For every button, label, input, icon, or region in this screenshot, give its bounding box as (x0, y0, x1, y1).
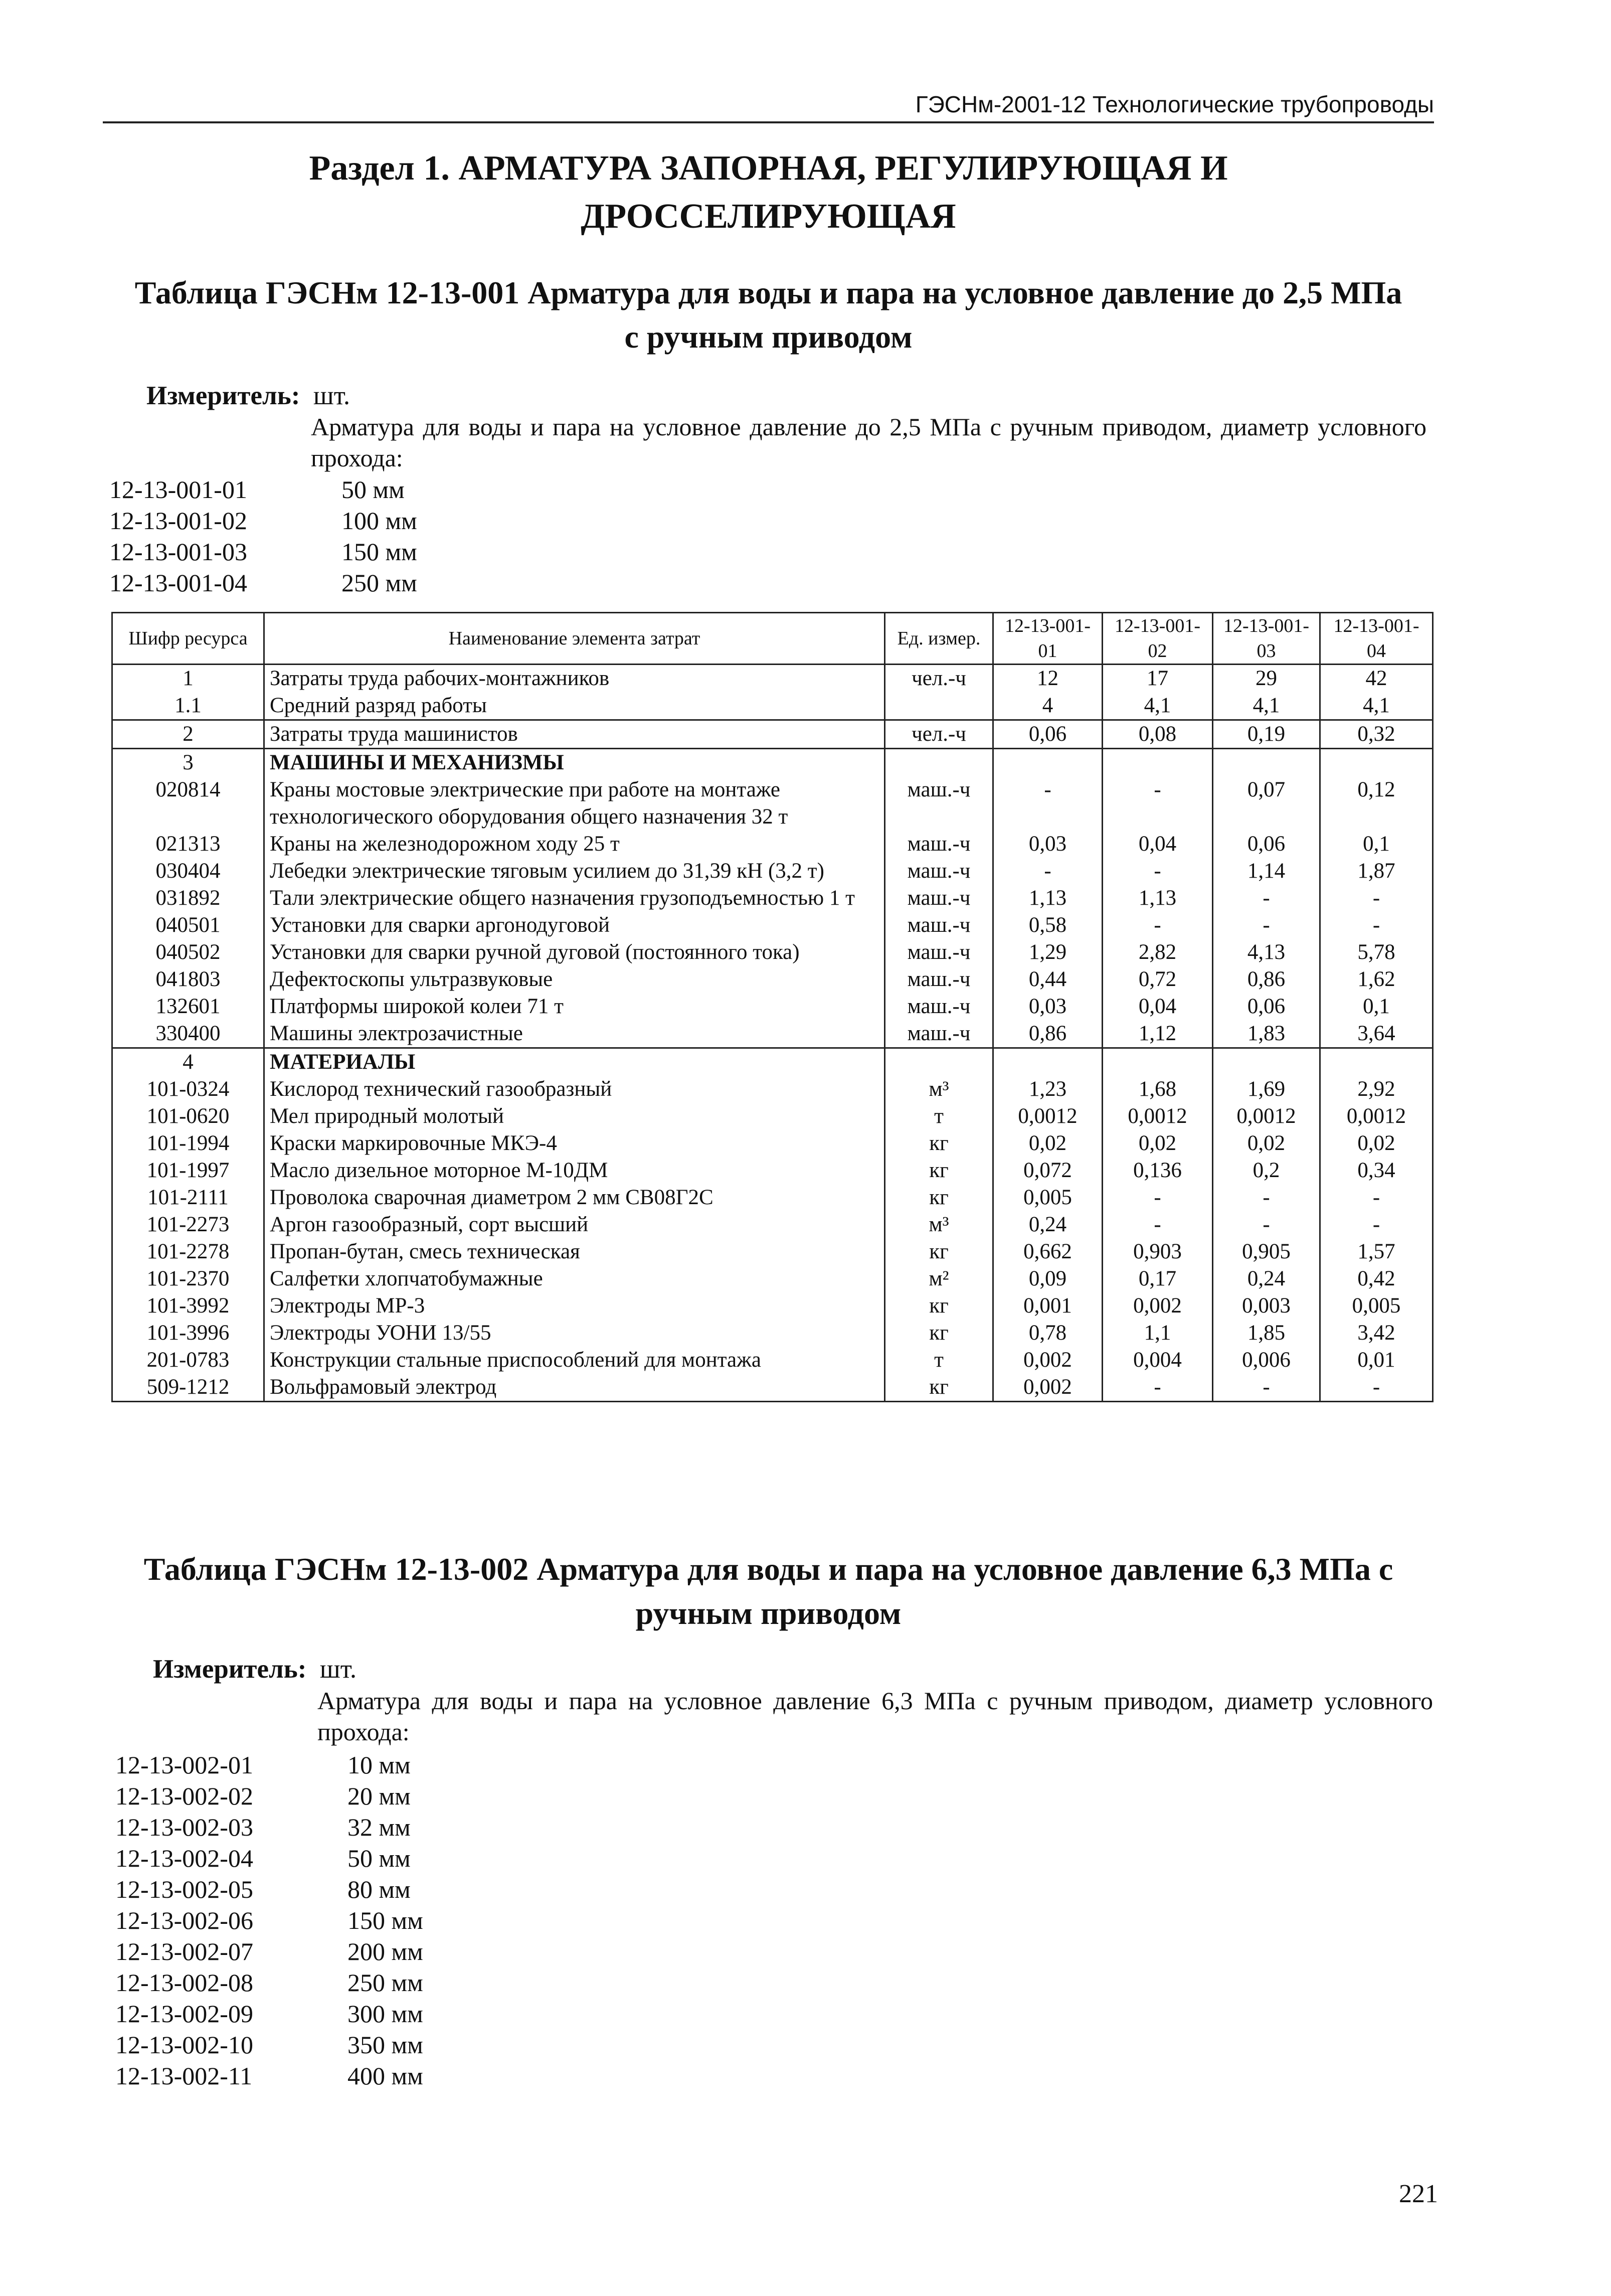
cell-unit: кг (885, 1292, 993, 1320)
cell-name: Электроды УОНИ 13/55 (264, 1320, 885, 1347)
cell-name: Лебедки электрические тяговым усилием до 31,39 кН (3,2 т) (264, 858, 885, 885)
cell-unit: кг (885, 1238, 993, 1265)
cell-resource-code: 101-0324 (112, 1076, 264, 1103)
table2-title (103, 1547, 1434, 1635)
cell-unit: маш.-ч (885, 885, 993, 912)
table-row (112, 1103, 1433, 1130)
cell-name: Платформы широкой колеи 71 т (264, 993, 885, 1020)
cell-name: Вольфрамовый электрод (264, 1374, 885, 1402)
cell-value: - (1103, 1211, 1213, 1238)
cell-name: Аргон газообразный, сорт высший (264, 1211, 885, 1238)
cell-value: - (1320, 1211, 1433, 1238)
cell-value: 0,06 (1213, 993, 1320, 1020)
cell-value: 17 (1103, 665, 1213, 693)
cell-value: 4 (993, 692, 1103, 720)
cell-name: Проволока сварочная диаметром 2 мм СВ08Г2С (264, 1184, 885, 1211)
cell-value: - (1320, 912, 1433, 939)
code-list-item (115, 1874, 423, 1905)
cell-resource-code: 031892 (112, 885, 264, 912)
cell-value: 1,85 (1213, 1320, 1320, 1347)
cell-name: Салфетки хлопчатобумажные (264, 1265, 885, 1292)
cell-value: 0,006 (1213, 1347, 1320, 1374)
cell-unit: м³ (885, 1076, 993, 1103)
cell-value: 0,12 (1320, 776, 1433, 831)
cell-value: - (1320, 885, 1433, 912)
cell-value: 0,09 (993, 1265, 1103, 1292)
table1-measure-unit: шт. (313, 381, 350, 410)
cell-unit: м² (885, 1265, 993, 1292)
table2-measure-label: Измеритель: (153, 1655, 307, 1684)
cell-value: 0,005 (1320, 1292, 1433, 1320)
cell-value: 0,903 (1103, 1238, 1213, 1265)
cell-value: 0,86 (1213, 966, 1320, 993)
cell-value: 1,68 (1103, 1076, 1213, 1103)
cell-name: МАТЕРИАЛЫ (264, 1048, 885, 1076)
cell-unit: т (885, 1347, 993, 1374)
cell-value: - (1213, 1211, 1320, 1238)
code-list-item (115, 1749, 423, 1780)
cell-value: 0,06 (1213, 831, 1320, 858)
table-row (112, 1238, 1433, 1265)
table-row (112, 939, 1433, 966)
code-id: 12-13-002-02 (115, 1782, 253, 1810)
code-diameter: 80 мм (347, 1875, 411, 1903)
table1-measure-label: Измеритель: (146, 381, 300, 410)
cell-value: 3,64 (1320, 1020, 1433, 1048)
cell-value: 1,12 (1103, 1020, 1213, 1048)
cell-value: 4,1 (1103, 692, 1213, 720)
cell-value: 1,69 (1213, 1076, 1320, 1103)
cell-unit: маш.-ч (885, 831, 993, 858)
code-diameter: 300 мм (347, 2000, 423, 2028)
cell-resource-code: 021313 (112, 831, 264, 858)
cell-name: Затраты труда рабочих-монтажников (264, 665, 885, 693)
cell-value: 42 (1320, 665, 1433, 693)
cell-value: 2,92 (1320, 1076, 1433, 1103)
cell-resource-code: 509-1212 (112, 1374, 264, 1402)
section-title-line1: Раздел 1. АРМАТУРА ЗАПОРНАЯ, РЕГУЛИРУЮЩАЯ И (309, 149, 1228, 188)
cell-value: 0,04 (1103, 831, 1213, 858)
cell-unit: маш.-ч (885, 858, 993, 885)
table2-measure-unit: шт. (319, 1655, 357, 1684)
cell-value: 4,1 (1213, 692, 1320, 720)
cell-value: 0,58 (993, 912, 1103, 939)
code-id: 12-13-002-01 (115, 1751, 253, 1779)
cell-resource-code: 101-3996 (112, 1320, 264, 1347)
cell-resource-code: 101-0620 (112, 1103, 264, 1130)
cell-unit (885, 692, 993, 720)
cell-unit: кг (885, 1157, 993, 1184)
cell-value (1320, 749, 1433, 777)
cell-name: Краны мостовые электрические при работе на монтаже технологического оборудования общего назначения 32 т (264, 776, 885, 831)
table-row (112, 912, 1433, 939)
cell-value: - (1213, 1184, 1320, 1211)
code-id: 12-13-002-10 (115, 2031, 253, 2059)
cell-value: 0,24 (993, 1211, 1103, 1238)
cell-resource-code: 2 (112, 720, 264, 749)
table-row (112, 831, 1433, 858)
cell-value: 0,02 (993, 1130, 1103, 1157)
col-variant-2: 12-13-001-02 (1103, 613, 1213, 665)
cell-name: Установки для сварки аргонодуговой (264, 912, 885, 939)
code-diameter: 50 мм (341, 475, 405, 504)
cell-value: 0,78 (993, 1320, 1103, 1347)
cell-unit: чел.-ч (885, 720, 993, 749)
table1-code-list (109, 474, 417, 598)
cell-resource-code: 101-2278 (112, 1238, 264, 1265)
cell-value: 0,17 (1103, 1265, 1213, 1292)
cell-value (1213, 749, 1320, 777)
code-id: 12-13-002-05 (115, 1875, 253, 1903)
table1-description: Арматура для воды и пара на условное давление до 2,5 МПа с ручным приводом, диаметр условного прохода: (311, 413, 1426, 472)
cell-unit: кг (885, 1184, 993, 1211)
cell-value: 0,86 (993, 1020, 1103, 1048)
cell-value: 0,005 (993, 1184, 1103, 1211)
cell-resource-code: 201-0783 (112, 1347, 264, 1374)
cell-name: Тали электрические общего назначения грузоподъемностью 1 т (264, 885, 885, 912)
table-row (112, 1265, 1433, 1292)
cell-value: 1,83 (1213, 1020, 1320, 1048)
cell-value (1320, 1048, 1433, 1076)
cell-value: - (1320, 1374, 1433, 1402)
cell-value: - (1103, 1184, 1213, 1211)
page-number: 221 (1399, 2180, 1438, 2208)
cell-value: 1,57 (1320, 1238, 1433, 1265)
cell-value: 0,1 (1320, 993, 1433, 1020)
table2-title-line2: ручным приводом (635, 1595, 902, 1631)
table2-description: Арматура для воды и пара на условное давление 6,3 МПа с ручным приводом, диаметр условного прохода: (317, 1687, 1433, 1746)
table-header-row (112, 613, 1433, 665)
cell-resource-code: 040501 (112, 912, 264, 939)
cell-value: 0,19 (1213, 720, 1320, 749)
cell-resource-code: 132601 (112, 993, 264, 1020)
cell-resource-code: 101-2111 (112, 1184, 264, 1211)
cell-resource-code: 020814 (112, 776, 264, 831)
table-row (112, 1020, 1433, 1048)
cell-value: 0,01 (1320, 1347, 1433, 1374)
code-diameter: 350 мм (347, 2031, 423, 2059)
code-id: 12-13-001-01 (109, 475, 247, 504)
cell-value: 0,02 (1320, 1130, 1433, 1157)
cell-resource-code: 4 (112, 1048, 264, 1076)
code-diameter: 250 мм (347, 1969, 423, 1997)
cell-value: - (1213, 1374, 1320, 1402)
cell-value: 0,24 (1213, 1265, 1320, 1292)
cell-value (993, 1048, 1103, 1076)
cell-value: - (1103, 1374, 1213, 1402)
code-list-item (115, 1843, 423, 1874)
cell-name: Краски маркировочные МКЭ-4 (264, 1130, 885, 1157)
cell-resource-code: 1.1 (112, 692, 264, 720)
cell-value: 0,0012 (1213, 1103, 1320, 1130)
cell-value: 0,34 (1320, 1157, 1433, 1184)
cell-name: Масло дизельное моторное М-10ДМ (264, 1157, 885, 1184)
section-title (103, 144, 1434, 241)
cell-name: Мел природный молотый (264, 1103, 885, 1130)
cell-value: 0,04 (1103, 993, 1213, 1020)
cell-value: 0,02 (1103, 1130, 1213, 1157)
cell-unit: маш.-ч (885, 1020, 993, 1048)
table-row (112, 665, 1433, 693)
cell-value: 0,44 (993, 966, 1103, 993)
cell-value: - (1103, 912, 1213, 939)
cell-value (1213, 1048, 1320, 1076)
cell-resource-code: 101-3992 (112, 1292, 264, 1320)
code-diameter: 32 мм (347, 1813, 411, 1841)
table2-code-list (115, 1749, 423, 2091)
cell-unit: маш.-ч (885, 912, 993, 939)
cell-name: Краны на железнодорожном ходу 25 т (264, 831, 885, 858)
cell-unit: т (885, 1103, 993, 1130)
code-id: 12-13-001-03 (109, 538, 247, 566)
cell-value: 29 (1213, 665, 1320, 693)
cell-resource-code: 101-2370 (112, 1265, 264, 1292)
cell-name: Затраты труда машинистов (264, 720, 885, 749)
code-id: 12-13-002-07 (115, 1937, 253, 1965)
code-list-item (115, 1998, 423, 2029)
cell-unit: кг (885, 1374, 993, 1402)
table-row (112, 885, 1433, 912)
cell-unit (885, 1048, 993, 1076)
cell-value: - (1103, 776, 1213, 831)
code-id: 12-13-002-11 (115, 2062, 253, 2090)
cell-name: Средний разряд работы (264, 692, 885, 720)
cell-value: - (993, 858, 1103, 885)
code-diameter: 100 мм (341, 507, 417, 535)
code-list-item (109, 567, 417, 598)
code-id: 12-13-002-04 (115, 1844, 253, 1872)
code-diameter: 150 мм (347, 1906, 423, 1934)
cell-resource-code: 1 (112, 665, 264, 693)
col-resource-code: Шифр ресурса (112, 613, 264, 665)
cell-value: 1,14 (1213, 858, 1320, 885)
running-header (103, 90, 1434, 123)
cell-value: 0,905 (1213, 1238, 1320, 1265)
table-row (112, 993, 1433, 1020)
table-row (112, 1347, 1433, 1374)
cell-value: 0,72 (1103, 966, 1213, 993)
code-id: 12-13-002-03 (115, 1813, 253, 1841)
cell-value: 0,02 (1213, 1130, 1320, 1157)
cell-value: - (1320, 1184, 1433, 1211)
table-row (112, 692, 1433, 720)
table-row (112, 858, 1433, 885)
resource-table (111, 612, 1434, 1402)
cell-value (1103, 749, 1213, 777)
cell-value: 1,1 (1103, 1320, 1213, 1347)
code-id: 12-13-002-06 (115, 1906, 253, 1934)
table2-measure (153, 1654, 356, 1685)
cell-name: Установки для сварки ручной дуговой (постоянного тока) (264, 939, 885, 966)
cell-unit: кг (885, 1320, 993, 1347)
cell-resource-code: 041803 (112, 966, 264, 993)
cell-value: - (1213, 885, 1320, 912)
cell-value: 0,002 (993, 1347, 1103, 1374)
cell-value: - (993, 776, 1103, 831)
cell-value: 1,62 (1320, 966, 1433, 993)
code-list-item (115, 2029, 423, 2060)
cell-resource-code: 030404 (112, 858, 264, 885)
cell-value: 0,0012 (1103, 1103, 1213, 1130)
code-diameter: 250 мм (341, 569, 417, 597)
table1-measure (146, 380, 350, 411)
code-list-item (109, 505, 417, 536)
col-variant-1: 12-13-001-01 (993, 613, 1103, 665)
col-name: Наименование элемента затрат (264, 613, 885, 665)
code-list-item (109, 536, 417, 567)
cell-value: 0,0012 (993, 1103, 1103, 1130)
table-row (112, 1211, 1433, 1238)
cell-value: 0,2 (1213, 1157, 1320, 1184)
col-unit: Ед. измер. (885, 613, 993, 665)
code-list-item (109, 474, 417, 505)
code-diameter: 20 мм (347, 1782, 411, 1810)
cell-value: 0,06 (993, 720, 1103, 749)
cell-unit: маш.-ч (885, 939, 993, 966)
code-diameter: 150 мм (341, 538, 417, 566)
cell-value: 0,002 (993, 1374, 1103, 1402)
table1-title (103, 271, 1434, 359)
code-id: 12-13-001-04 (109, 569, 247, 597)
code-id: 12-13-002-08 (115, 1969, 253, 1997)
cell-value: 0,03 (993, 993, 1103, 1020)
table-row (112, 966, 1433, 993)
cell-value (993, 749, 1103, 777)
cell-value: 4,13 (1213, 939, 1320, 966)
cell-name: Электроды МР-3 (264, 1292, 885, 1320)
table-row (112, 1130, 1433, 1157)
cell-value: 0,0012 (1320, 1103, 1433, 1130)
table1-title-line2: с ручным приводом (624, 319, 913, 355)
cell-value: - (1213, 912, 1320, 939)
cell-value: 0,32 (1320, 720, 1433, 749)
cell-value: 0,08 (1103, 720, 1213, 749)
table2-title-line1: Таблица ГЭСНм 12-13-002 Арматура для воды и пара на условное давление 6,3 МПа с (143, 1551, 1393, 1587)
code-diameter: 10 мм (347, 1751, 411, 1779)
cell-unit: маш.-ч (885, 966, 993, 993)
table-row (112, 720, 1433, 749)
code-id: 12-13-001-02 (109, 507, 247, 535)
cell-resource-code: 101-1997 (112, 1157, 264, 1184)
cell-value: 0,07 (1213, 776, 1320, 831)
cell-name: Дефектоскопы ультразвуковые (264, 966, 885, 993)
code-list-item (115, 1780, 423, 1812)
cell-unit: кг (885, 1130, 993, 1157)
table-section-row (112, 1048, 1433, 1076)
cell-unit: маш.-ч (885, 993, 993, 1020)
table-row (112, 1184, 1433, 1211)
cell-value (1103, 1048, 1213, 1076)
code-id: 12-13-002-09 (115, 2000, 253, 2028)
cell-value: 0,03 (993, 831, 1103, 858)
code-diameter: 200 мм (347, 1937, 423, 1965)
cell-value: 0,136 (1103, 1157, 1213, 1184)
cell-value: 4,1 (1320, 692, 1433, 720)
cell-value: 1,13 (1103, 885, 1213, 912)
table-row (112, 1157, 1433, 1184)
table-row (112, 1076, 1433, 1103)
col-variant-4: 12-13-001-04 (1320, 613, 1433, 665)
cell-value: 2,82 (1103, 939, 1213, 966)
cell-name: Пропан-бутан, смесь техническая (264, 1238, 885, 1265)
cell-value: 1,29 (993, 939, 1103, 966)
cell-value: 0,42 (1320, 1265, 1433, 1292)
table-row (112, 1292, 1433, 1320)
code-list-item (115, 1967, 423, 1998)
cell-value: 0,003 (1213, 1292, 1320, 1320)
cell-value: 0,662 (993, 1238, 1103, 1265)
cell-resource-code: 330400 (112, 1020, 264, 1048)
code-list-item (115, 1812, 423, 1843)
cell-value: 1,87 (1320, 858, 1433, 885)
cell-unit (885, 749, 993, 777)
code-diameter: 50 мм (347, 1844, 411, 1872)
cell-value: - (1103, 858, 1213, 885)
cell-resource-code: 3 (112, 749, 264, 777)
cell-value: 0,072 (993, 1157, 1103, 1184)
code-list-item (115, 2060, 423, 2091)
cell-name: Машины электрозачистные (264, 1020, 885, 1048)
col-variant-3: 12-13-001-03 (1213, 613, 1320, 665)
cell-value: 0,004 (1103, 1347, 1213, 1374)
cell-unit: чел.-ч (885, 665, 993, 693)
cell-resource-code: 101-2273 (112, 1211, 264, 1238)
code-list-item (115, 1905, 423, 1936)
cell-name: Кислород технический газообразный (264, 1076, 885, 1103)
cell-resource-code: 040502 (112, 939, 264, 966)
cell-value: 1,23 (993, 1076, 1103, 1103)
section-title-line2: ДРОССЕЛИРУЮЩАЯ (581, 197, 956, 236)
table-row (112, 1374, 1433, 1402)
cell-name: МАШИНЫ И МЕХАНИЗМЫ (264, 749, 885, 777)
cell-value: 1,13 (993, 885, 1103, 912)
cell-unit: маш.-ч (885, 776, 993, 831)
cell-value: 3,42 (1320, 1320, 1433, 1347)
table-row (112, 1320, 1433, 1347)
code-list-item (115, 1936, 423, 1967)
cell-value: 5,78 (1320, 939, 1433, 966)
cell-value: 12 (993, 665, 1103, 693)
table-section-row (112, 749, 1433, 777)
cell-name: Конструкции стальные приспособлений для монтажа (264, 1347, 885, 1374)
cell-value: 0,002 (1103, 1292, 1213, 1320)
cell-value: 0,001 (993, 1292, 1103, 1320)
cell-unit: м³ (885, 1211, 993, 1238)
running-title: ГЭСНм-2001-12 Технологические трубопроводы (915, 91, 1434, 117)
code-diameter: 400 мм (347, 2062, 423, 2090)
cell-resource-code: 101-1994 (112, 1130, 264, 1157)
cell-value: 0,1 (1320, 831, 1433, 858)
table1-title-line1: Таблица ГЭСНм 12-13-001 Арматура для воды и пара на условное давление до 2,5 МПа (134, 275, 1402, 310)
table-row (112, 776, 1433, 831)
